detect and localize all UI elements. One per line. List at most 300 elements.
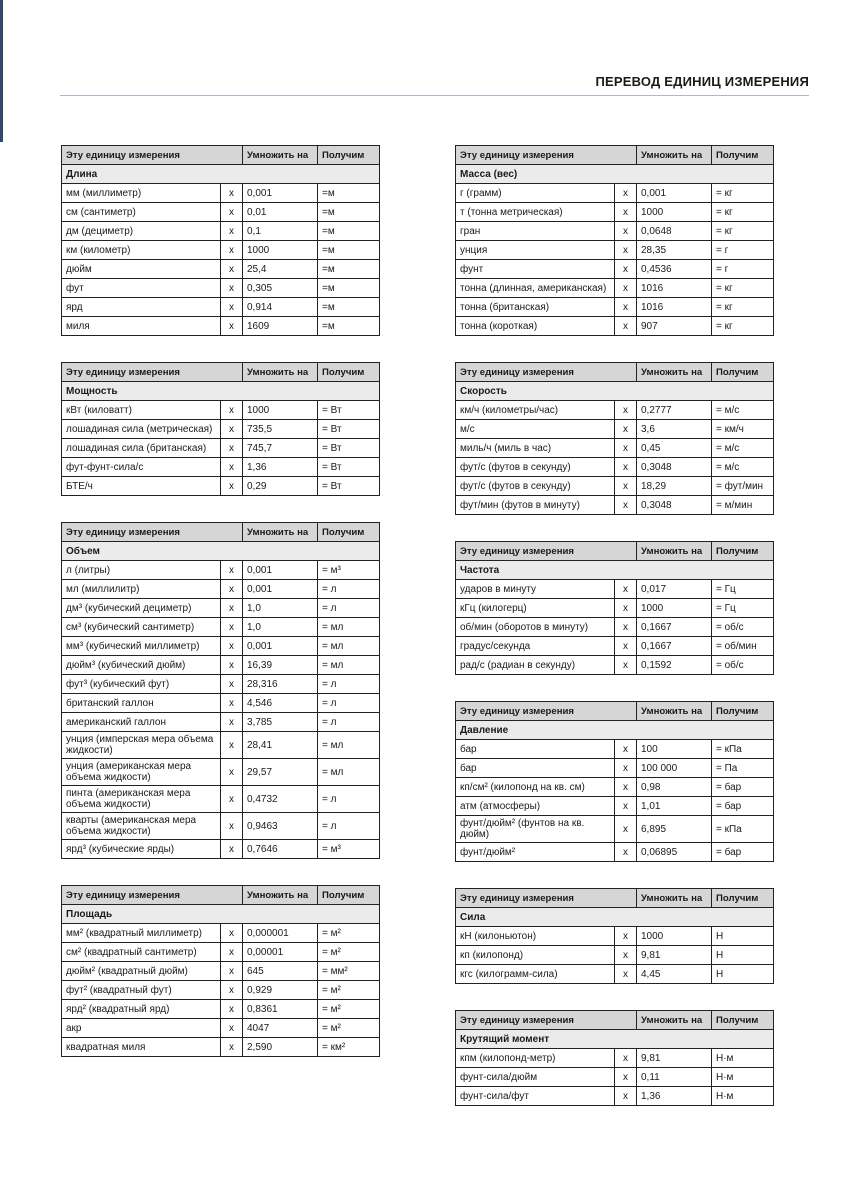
result-cell: = Вт — [318, 439, 380, 458]
category-title: Мощность — [62, 382, 380, 401]
unit-cell: квадратная миля — [62, 1038, 221, 1057]
table-row — [62, 1019, 380, 1038]
category-row — [456, 382, 774, 401]
multiply-sign-cell: x — [221, 713, 243, 732]
factor-cell: 0,1592 — [637, 656, 712, 675]
result-cell: = г — [712, 241, 774, 260]
result-cell: = фут/мин — [712, 477, 774, 496]
factor-cell: 0,98 — [637, 778, 712, 797]
table-row — [62, 1038, 380, 1057]
table-header-row — [456, 542, 774, 561]
factor-cell: 0,4732 — [243, 786, 318, 813]
unit-cell: мм (миллиметр) — [62, 184, 221, 203]
multiply-sign-cell: x — [221, 962, 243, 981]
factor-cell: 0,01 — [243, 203, 318, 222]
category-title: Объем — [62, 542, 380, 561]
table-row — [456, 927, 774, 946]
result-cell: =м — [318, 298, 380, 317]
unit-cell: кгс (килограмм-сила) — [456, 965, 615, 984]
table-row — [62, 786, 380, 813]
multiply-sign-cell: x — [221, 924, 243, 943]
column-header-result: Получим — [318, 146, 380, 165]
table-row — [456, 420, 774, 439]
unit-cell: дюйм³ (кубический дюйм) — [62, 656, 221, 675]
multiply-sign-cell: x — [221, 222, 243, 241]
table-row — [456, 260, 774, 279]
table-row — [456, 637, 774, 656]
column-header-unit: Эту единицу измерения — [62, 886, 243, 905]
result-cell: = м³ — [318, 561, 380, 580]
column-header-unit: Эту единицу измерения — [62, 146, 243, 165]
multiply-sign-cell: x — [615, 401, 637, 420]
result-cell: =м — [318, 260, 380, 279]
table-header-row — [456, 363, 774, 382]
column-header-unit: Эту единицу измерения — [456, 542, 637, 561]
area-table — [61, 885, 380, 1057]
result-cell: Н·м — [712, 1049, 774, 1068]
result-cell: = г — [712, 260, 774, 279]
unit-cell: кГц (килогерц) — [456, 599, 615, 618]
column-header-multiply: Умножить на — [243, 363, 318, 382]
unit-cell: атм (атмосферы) — [456, 797, 615, 816]
unit-cell: кВт (киловатт) — [62, 401, 221, 420]
unit-cell: дм³ (кубический дециметр) — [62, 599, 221, 618]
unit-cell: кН (килоньютон) — [456, 927, 615, 946]
table-row — [456, 317, 774, 336]
unit-cell: ярд² (квадратный ярд) — [62, 1000, 221, 1019]
page-edge-bar — [0, 0, 3, 142]
column-header-unit: Эту единицу измерения — [456, 1011, 637, 1030]
table-header-row — [62, 146, 380, 165]
factor-cell: 0,11 — [637, 1068, 712, 1087]
multiply-sign-cell: x — [221, 439, 243, 458]
result-cell: = Гц — [712, 599, 774, 618]
category-title: Давление — [456, 721, 774, 740]
unit-cell: ярд³ (кубические ярды) — [62, 840, 221, 859]
factor-cell: 0,0648 — [637, 222, 712, 241]
multiply-sign-cell: x — [221, 840, 243, 859]
result-cell: = м² — [318, 943, 380, 962]
table-row — [62, 439, 380, 458]
page-title: ПЕРЕВОД ЕДИНИЦ ИЗМЕРЕНИЯ — [595, 74, 809, 89]
unit-cell: км (километр) — [62, 241, 221, 260]
result-cell: = Вт — [318, 458, 380, 477]
table-row — [62, 420, 380, 439]
factor-cell: 1000 — [637, 927, 712, 946]
unit-cell: лошадиная сила (британская) — [62, 439, 221, 458]
column-header-multiply: Умножить на — [243, 886, 318, 905]
table-row — [456, 656, 774, 675]
table-row — [62, 618, 380, 637]
column-header-multiply: Умножить на — [243, 523, 318, 542]
factor-cell: 4,546 — [243, 694, 318, 713]
result-cell: = Па — [712, 759, 774, 778]
multiply-sign-cell: x — [221, 1000, 243, 1019]
factor-cell: 0,000001 — [243, 924, 318, 943]
category-row — [456, 908, 774, 927]
unit-cell: рад/с (радиан в секунду) — [456, 656, 615, 675]
multiply-sign-cell: x — [221, 241, 243, 260]
table-row — [62, 458, 380, 477]
multiply-sign-cell: x — [615, 740, 637, 759]
multiply-sign-cell: x — [221, 656, 243, 675]
table-row — [62, 694, 380, 713]
factor-cell: 0,4536 — [637, 260, 712, 279]
result-cell: = л — [318, 694, 380, 713]
result-cell: = кг — [712, 222, 774, 241]
multiply-sign-cell: x — [221, 420, 243, 439]
table-row — [62, 924, 380, 943]
table-row — [62, 477, 380, 496]
table-row — [456, 1049, 774, 1068]
factor-cell: 100 — [637, 740, 712, 759]
column-header-unit: Эту единицу измерения — [456, 889, 637, 908]
factor-cell: 18,29 — [637, 477, 712, 496]
unit-cell: см (сантиметр) — [62, 203, 221, 222]
multiply-sign-cell: x — [615, 203, 637, 222]
table-row — [456, 298, 774, 317]
factor-cell: 0,1667 — [637, 618, 712, 637]
result-cell: = мл — [318, 656, 380, 675]
result-cell: Н — [712, 927, 774, 946]
table-header-row — [456, 889, 774, 908]
factor-cell: 0,001 — [243, 580, 318, 599]
factor-cell: 1,36 — [243, 458, 318, 477]
unit-cell: унция (имперская мера объема жидкости) — [62, 732, 221, 759]
unit-cell: унция — [456, 241, 615, 260]
multiply-sign-cell: x — [221, 637, 243, 656]
table-row — [456, 203, 774, 222]
unit-cell: бар — [456, 759, 615, 778]
factor-cell: 0,3048 — [637, 496, 712, 515]
length-table — [61, 145, 380, 336]
table-row — [62, 317, 380, 336]
multiply-sign-cell: x — [221, 786, 243, 813]
result-cell: =м — [318, 279, 380, 298]
multiply-sign-cell: x — [615, 927, 637, 946]
result-cell: = Вт — [318, 420, 380, 439]
result-cell: = бар — [712, 843, 774, 862]
result-cell: = кг — [712, 203, 774, 222]
table-row — [62, 580, 380, 599]
unit-cell: гран — [456, 222, 615, 241]
column-header-result: Получим — [712, 363, 774, 382]
multiply-sign-cell: x — [615, 656, 637, 675]
table-row — [456, 1068, 774, 1087]
multiply-sign-cell: x — [221, 1038, 243, 1057]
multiply-sign-cell: x — [615, 618, 637, 637]
unit-cell: тонна (длинная, американская) — [456, 279, 615, 298]
column-header-result: Получим — [712, 542, 774, 561]
factor-cell: 1,0 — [243, 618, 318, 637]
factor-cell: 1609 — [243, 317, 318, 336]
result-cell: = мл — [318, 618, 380, 637]
factor-cell: 28,316 — [243, 675, 318, 694]
column-header-result: Получим — [712, 146, 774, 165]
multiply-sign-cell: x — [615, 317, 637, 336]
force-table — [455, 888, 774, 984]
result-cell: = м² — [318, 1000, 380, 1019]
result-cell: = кг — [712, 298, 774, 317]
factor-cell: 0,305 — [243, 279, 318, 298]
table-row — [456, 477, 774, 496]
table-row — [456, 496, 774, 515]
column-header-result: Получим — [318, 523, 380, 542]
factor-cell: 3,785 — [243, 713, 318, 732]
table-row — [456, 797, 774, 816]
unit-cell: фунт-сила/дюйм — [456, 1068, 615, 1087]
factor-cell: 4047 — [243, 1019, 318, 1038]
factor-cell: 0,001 — [243, 184, 318, 203]
multiply-sign-cell: x — [221, 298, 243, 317]
result-cell: = л — [318, 580, 380, 599]
category-row — [456, 165, 774, 184]
mass-table-block — [455, 145, 773, 336]
unit-cell: лошадиная сила (метрическая) — [62, 420, 221, 439]
table-row — [456, 241, 774, 260]
unit-cell: британский галлон — [62, 694, 221, 713]
factor-cell: 16,39 — [243, 656, 318, 675]
multiply-sign-cell: x — [615, 260, 637, 279]
factor-cell: 100 000 — [637, 759, 712, 778]
column-header-multiply: Умножить на — [243, 146, 318, 165]
factor-cell: 29,57 — [243, 759, 318, 786]
result-cell: = кПа — [712, 816, 774, 843]
unit-cell: миль/ч (миль в час) — [456, 439, 615, 458]
unit-cell: см³ (кубический сантиметр) — [62, 618, 221, 637]
table-row — [62, 840, 380, 859]
result-cell: = мл — [318, 637, 380, 656]
factor-cell: 745,7 — [243, 439, 318, 458]
table-row — [456, 458, 774, 477]
table-row — [456, 580, 774, 599]
table-row — [62, 599, 380, 618]
unit-cell: тонна (короткая) — [456, 317, 615, 336]
multiply-sign-cell: x — [221, 279, 243, 298]
result-cell: = Гц — [712, 580, 774, 599]
unit-cell: кварты (американская мера объема жидкости) — [62, 813, 221, 840]
result-cell: = км² — [318, 1038, 380, 1057]
category-title: Масса (вес) — [456, 165, 774, 184]
factor-cell: 0,45 — [637, 439, 712, 458]
factor-cell: 9,81 — [637, 946, 712, 965]
multiply-sign-cell: x — [615, 599, 637, 618]
result-cell: = кг — [712, 184, 774, 203]
table-row — [62, 713, 380, 732]
table-row — [456, 279, 774, 298]
table-row — [456, 778, 774, 797]
factor-cell: 1016 — [637, 298, 712, 317]
torque-table-block — [455, 1010, 773, 1106]
factor-cell: 3,6 — [637, 420, 712, 439]
table-row — [62, 675, 380, 694]
factor-cell: 1000 — [637, 203, 712, 222]
multiply-sign-cell: x — [615, 1087, 637, 1106]
result-cell: = л — [318, 599, 380, 618]
multiply-sign-cell: x — [221, 561, 243, 580]
table-header-row — [62, 886, 380, 905]
unit-cell: дюйм — [62, 260, 221, 279]
unit-cell: фут — [62, 279, 221, 298]
factor-cell: 0,001 — [637, 184, 712, 203]
multiply-sign-cell: x — [615, 241, 637, 260]
table-row — [62, 759, 380, 786]
torque-table — [455, 1010, 774, 1106]
factor-cell: 1,0 — [243, 599, 318, 618]
result-cell: Н·м — [712, 1068, 774, 1087]
factor-cell: 0,1 — [243, 222, 318, 241]
result-cell: = мм² — [318, 962, 380, 981]
table-row — [456, 184, 774, 203]
factor-cell: 0,017 — [637, 580, 712, 599]
multiply-sign-cell: x — [221, 675, 243, 694]
column-header-unit: Эту единицу измерения — [456, 146, 637, 165]
result-cell: Н — [712, 946, 774, 965]
result-cell: = бар — [712, 778, 774, 797]
factor-cell: 2,590 — [243, 1038, 318, 1057]
column-header-result: Получим — [712, 702, 774, 721]
table-row — [62, 732, 380, 759]
multiply-sign-cell: x — [221, 599, 243, 618]
factor-cell: 0,29 — [243, 477, 318, 496]
power-table-block — [61, 362, 379, 496]
column-header-unit: Эту единицу измерения — [62, 363, 243, 382]
factor-cell: 6,895 — [637, 816, 712, 843]
multiply-sign-cell: x — [221, 1019, 243, 1038]
table-row — [62, 298, 380, 317]
multiply-sign-cell: x — [615, 439, 637, 458]
factor-cell: 0,00001 — [243, 943, 318, 962]
column-header-result: Получим — [318, 886, 380, 905]
unit-cell: об/мин (оборотов в минуту) — [456, 618, 615, 637]
category-row — [62, 165, 380, 184]
multiply-sign-cell: x — [615, 843, 637, 862]
factor-cell: 1000 — [637, 599, 712, 618]
frequency-table — [455, 541, 774, 675]
multiply-sign-cell: x — [615, 965, 637, 984]
result-cell: = м² — [318, 981, 380, 1000]
table-row — [456, 759, 774, 778]
unit-cell: фут² (квадратный фут) — [62, 981, 221, 1000]
result-cell: = Вт — [318, 401, 380, 420]
table-row — [62, 656, 380, 675]
result-cell: = мл — [318, 759, 380, 786]
multiply-sign-cell: x — [221, 732, 243, 759]
table-header-row — [62, 523, 380, 542]
multiply-sign-cell: x — [221, 618, 243, 637]
result-cell: =м — [318, 203, 380, 222]
result-cell: = кг — [712, 279, 774, 298]
unit-cell: т (тонна метрическая) — [456, 203, 615, 222]
result-cell: =м — [318, 317, 380, 336]
multiply-sign-cell: x — [221, 943, 243, 962]
result-cell: = м/мин — [712, 496, 774, 515]
multiply-sign-cell: x — [615, 759, 637, 778]
result-cell: = мл — [318, 732, 380, 759]
result-cell: =м — [318, 184, 380, 203]
right-column — [455, 145, 773, 1106]
multiply-sign-cell: x — [221, 694, 243, 713]
result-cell: = Вт — [318, 477, 380, 496]
factor-cell: 1,36 — [637, 1087, 712, 1106]
category-title: Длина — [62, 165, 380, 184]
length-table-block — [61, 145, 379, 336]
column-header-result: Получим — [712, 889, 774, 908]
table-header-row — [62, 363, 380, 382]
unit-cell: градус/секунда — [456, 637, 615, 656]
category-row — [456, 721, 774, 740]
column-header-result: Получим — [712, 1011, 774, 1030]
header-divider — [60, 95, 809, 96]
table-row — [456, 439, 774, 458]
table-row — [62, 401, 380, 420]
unit-cell: акр — [62, 1019, 221, 1038]
table-header-row — [456, 1011, 774, 1030]
unit-cell: мм² (квадратный миллиметр) — [62, 924, 221, 943]
result-cell: = м/с — [712, 458, 774, 477]
table-row — [62, 241, 380, 260]
multiply-sign-cell: x — [615, 816, 637, 843]
unit-cell: фунт/дюйм² (фунтов на кв. дюйм) — [456, 816, 615, 843]
factor-cell: 0,001 — [243, 637, 318, 656]
factor-cell: 1000 — [243, 241, 318, 260]
factor-cell: 1016 — [637, 279, 712, 298]
table-row — [456, 740, 774, 759]
table-row — [62, 260, 380, 279]
speed-table — [455, 362, 774, 515]
factor-cell: 25,4 — [243, 260, 318, 279]
multiply-sign-cell: x — [221, 981, 243, 1000]
table-row — [456, 618, 774, 637]
table-row — [456, 816, 774, 843]
column-header-multiply: Умножить на — [637, 146, 712, 165]
unit-cell: фут³ (кубический фут) — [62, 675, 221, 694]
unit-cell: пинта (американская мера объема жидкости) — [62, 786, 221, 813]
table-row — [456, 222, 774, 241]
result-cell: = м² — [318, 1019, 380, 1038]
force-table-block — [455, 888, 773, 984]
multiply-sign-cell: x — [615, 1068, 637, 1087]
column-header-multiply: Умножить на — [637, 1011, 712, 1030]
unit-cell: л (литры) — [62, 561, 221, 580]
unit-cell: фут/мин (футов в минуту) — [456, 496, 615, 515]
unit-cell: кп/см² (килопонд на кв. см) — [456, 778, 615, 797]
factor-cell: 28,41 — [243, 732, 318, 759]
table-row — [62, 561, 380, 580]
table-row — [456, 843, 774, 862]
result-cell: Н — [712, 965, 774, 984]
result-cell: = об/мин — [712, 637, 774, 656]
unit-cell: ярд — [62, 298, 221, 317]
factor-cell: 0,914 — [243, 298, 318, 317]
result-cell: = км/ч — [712, 420, 774, 439]
table-row — [62, 203, 380, 222]
unit-cell: фут-фунт-сила/с — [62, 458, 221, 477]
factor-cell: 0,2777 — [637, 401, 712, 420]
table-row — [62, 279, 380, 298]
multiply-sign-cell: x — [615, 1049, 637, 1068]
multiply-sign-cell: x — [615, 496, 637, 515]
result-cell: = об/с — [712, 656, 774, 675]
power-table — [61, 362, 380, 496]
result-cell: = кПа — [712, 740, 774, 759]
column-header-unit: Эту единицу измерения — [62, 523, 243, 542]
table-row — [62, 813, 380, 840]
result-cell: =м — [318, 222, 380, 241]
multiply-sign-cell: x — [615, 477, 637, 496]
multiply-sign-cell: x — [615, 580, 637, 599]
unit-cell: кп (килопонд) — [456, 946, 615, 965]
